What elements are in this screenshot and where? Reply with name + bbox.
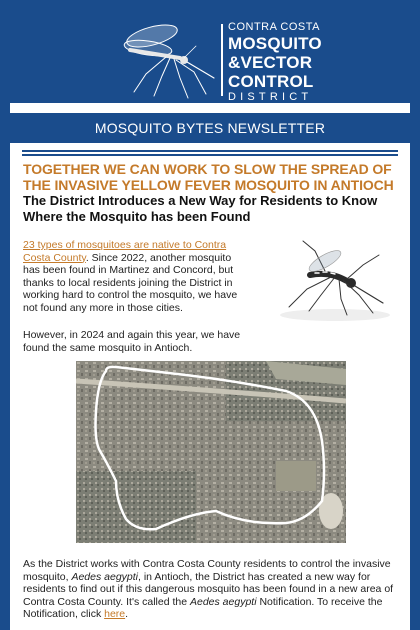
intro-paragraph — [23, 239, 248, 314]
newsletter-frame — [10, 0, 410, 630]
notification-paragraph — [23, 558, 401, 621]
logo-line-control: CONTROL — [228, 72, 314, 91]
article-headline: TOGETHER WE CAN WORK TO SLOW THE SPREAD OF THE INVASIVE YELLOW FEVER MOSQUITO IN ANTIOCH — [23, 161, 394, 193]
article-body — [10, 143, 410, 630]
newsletter-banner: MOSQUITO BYTES NEWSLETTER — [10, 113, 410, 143]
mosquito-photo — [255, 237, 405, 327]
header — [10, 0, 410, 103]
top-divider-2 — [22, 154, 398, 156]
notification-text-a: As the District works with Contra Costa County residents to control the invasive mosquito, — [23, 558, 391, 583]
intro-text: . Since 2022, another mosquito has been found in Martinez and Concord, but thanks to local residents joining the District in working hard to control the mosquito, we have not found any more in those cities. — [23, 251, 238, 314]
antioch-paragraph: However, in 2024 and again this year, we have found the same mosquito in Antioch. — [23, 329, 241, 354]
notification-text-end: . — [125, 608, 129, 620]
logo-line-district: DISTRICT — [228, 91, 313, 103]
article-subhead: The District Introduces a New Way for Residents to Know Where the Mosquito has been Found — [23, 193, 378, 224]
top-divider — [22, 150, 398, 152]
antioch-aerial-map — [76, 361, 346, 543]
logo-line-mosquito: MOSQUITO — [228, 34, 322, 53]
header-separator — [10, 103, 410, 113]
notification-text-c: Notification. To receive the Notification, click — [23, 595, 383, 620]
species-name: Aedes aegypti — [71, 570, 139, 583]
logo-divider — [221, 24, 223, 96]
district-logo — [228, 22, 322, 103]
mosquito-logo-icon — [110, 16, 220, 100]
notification-signup-link[interactable]: here — [104, 608, 126, 620]
logo-line-contra-costa: CONTRA COSTA — [228, 21, 320, 33]
species-name-2: Aedes aegypti — [189, 595, 257, 608]
notification-text-b: , in Antioch, the District has created a new way for residents to find out if this dangerous mosquito has been found in a new area of Contra Costa County. It's called the — [23, 570, 394, 608]
logo-line-vector: &VECTOR — [228, 53, 313, 72]
native-mosquitoes-link[interactable]: 23 types of mosquitoes are native to Contra Costa County — [23, 239, 227, 264]
